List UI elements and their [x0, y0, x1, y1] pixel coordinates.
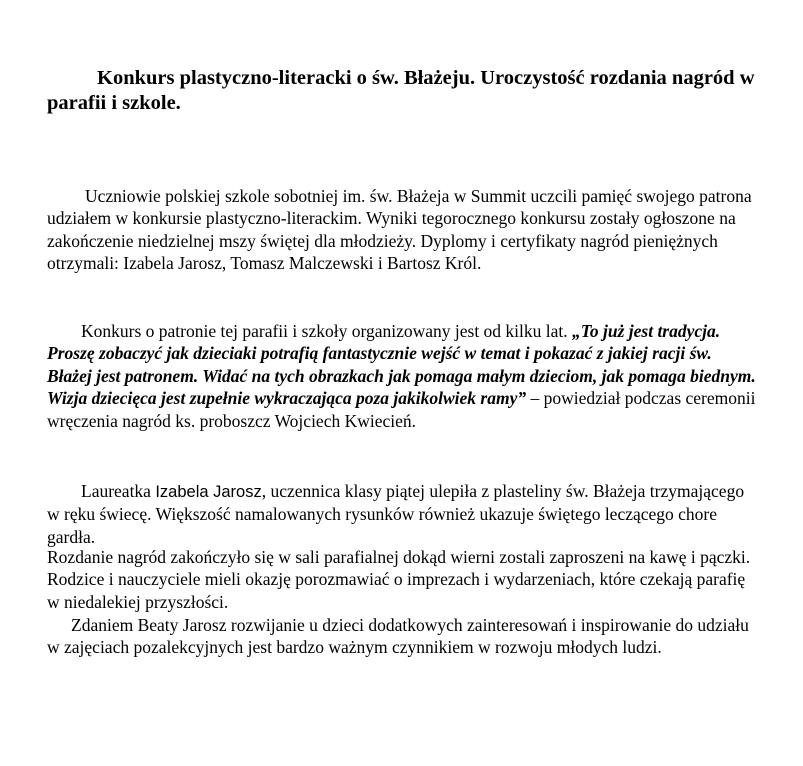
paragraph-laureate-intro: Laureatka: [81, 481, 156, 501]
paragraph-tradition-outro: – powiedział podczas ceremonii wręczenia nagród ks. proboszcz Wojciech Kwiecień.: [47, 388, 756, 431]
paragraph-laureate-rest: , uczennica klasy piątej ulepiła z plasteliny św. Błażeja trzymającego w ręku świecę. Większość namalowanych rysunków również ukazuje świętego leczącego chore gardła.: [47, 481, 745, 547]
paragraph-contest-results: Uczniowie polskiej szkole sobotniej im. św. Błażeja w Summit uczcili pamięć swojego patrona udziałem w konkursie plastyczno-literackim. Wyniki tegorocznego konkursu zostały ogłoszone na zakończenie niedzielnej mszy świętej dla młodzieży. Dyplomy i certyfikaty nagród pieniężnych otrzymali: Izabela Jarosz, Tomasz Malczewski i Bartosz Król.: [47, 186, 752, 274]
paragraph-tradition-intro: Konkurs o patronie tej parafii i szkoły organizowany jest od kilku lat.: [81, 321, 573, 341]
pastor-quote: „To już jest tradycja. Proszę zobaczyć jak dzieciaki potrafią fantastycznie wejść w temat i pokazać z jakiej racji św. Błażej jest patronem. Widać na tych obrazkach jak pomaga małym dzieciom, jak pomaga biednym. Wizja dziecięca jest zupełnie wykraczająca poza jakikolwiek ramy”: [47, 321, 756, 409]
laureate-name: Izabela Jarosz: [155, 483, 262, 501]
paragraph-laureate: [47, 480, 759, 548]
paragraph-tradition: [47, 320, 759, 432]
article-title: Konkurs plastyczno-literacki o św. Błażeju. Uroczystość rozdania nagród w parafii i szkole.: [47, 67, 755, 114]
paragraph-reception: Rozdanie nagród zakończyło się w sali parafialnej dokąd wierni zostali zaproszeni na kawę i pączki. Rodzice i nauczyciele mieli okazję porozmawiać o imprezach i wydarzeniach, które czekają parafię w niedalekiej przyszłości.: [47, 547, 751, 612]
paragraph-opinion: Zdaniem Beaty Jarosz rozwijanie u dzieci dodatkowych zainteresowań i inspirowanie do udziału w zajęciach pozalekcyjnych jest bardzo ważnym czynnikiem w rozwoju młodych ludzi.: [47, 615, 749, 658]
